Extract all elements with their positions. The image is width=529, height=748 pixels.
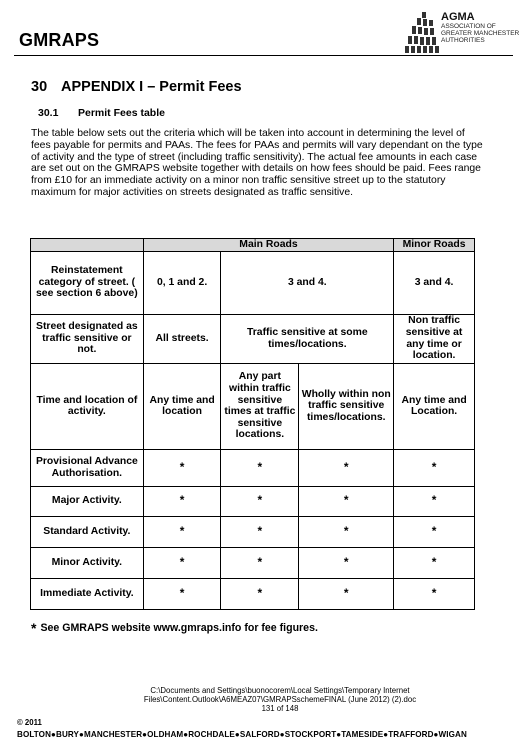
subsection-heading xyxy=(38,107,165,119)
designation-minor: Non traffic sensitive at any time or location. xyxy=(394,314,475,363)
copyright: © 2011 xyxy=(17,718,42,727)
designation-row xyxy=(31,314,475,363)
fee-marker: * xyxy=(221,547,299,578)
section-title: APPENDIX I – Permit Fees xyxy=(61,79,242,95)
subsection-title: Permit Fees table xyxy=(78,107,165,119)
section-number: 30 xyxy=(31,79,48,95)
logo-line-1: ASSOCIATION OF xyxy=(441,23,496,30)
reinstatement-main-a: 0, 1 and 2. xyxy=(143,251,221,314)
authorities-list: BOLTON●BURY●MANCHESTER●OLDHAM●ROCHDALE●SALFORD●STOCKPORT●TAMESIDE●TRAFFORD●WIGAN xyxy=(17,730,467,739)
fee-marker: * xyxy=(221,578,299,609)
table-row xyxy=(31,486,475,516)
file-path-footer xyxy=(100,686,460,714)
fee-marker: * xyxy=(143,547,221,578)
subsection-number: 30.1 xyxy=(38,107,59,119)
activity-label: Major Activity. xyxy=(31,486,144,516)
time-location-col-2: Any part within traffic sensitive times at traffic sensitive locations. xyxy=(221,363,299,449)
logo-line-3: AUTHORITIES xyxy=(441,37,485,45)
fee-marker: * xyxy=(299,449,394,486)
fee-marker: * xyxy=(394,578,475,609)
fee-marker: * xyxy=(394,486,475,516)
file-path-line-2: Files\Content.Outlook\A6MEAZ07\GMRAPSschemeFINAL (June 2012) (2).doc xyxy=(143,695,417,705)
logo-line-2: GREATER MANCHESTER xyxy=(441,30,520,38)
table-row xyxy=(31,516,475,547)
footnote xyxy=(31,620,318,636)
fee-marker: * xyxy=(143,486,221,516)
fee-marker: * xyxy=(221,486,299,516)
section-heading xyxy=(31,79,242,95)
table-row xyxy=(31,547,475,578)
time-location-col-3: Wholly within non traffic sensitive times/locations. xyxy=(299,363,394,449)
header-title: GMRAPS xyxy=(19,30,100,50)
agma-logo xyxy=(404,10,522,54)
reinstatement-minor: 3 and 4. xyxy=(394,251,475,314)
table-row xyxy=(31,449,475,486)
fee-marker: * xyxy=(299,486,394,516)
fee-marker: * xyxy=(143,578,221,609)
table-group-header-row xyxy=(31,239,475,252)
time-location-col-1: Any time and location xyxy=(143,363,221,449)
minor-roads-header: Minor Roads xyxy=(394,239,475,252)
fee-marker: * xyxy=(394,449,475,486)
activity-label: Immediate Activity. xyxy=(31,578,144,609)
fee-marker: * xyxy=(143,449,221,486)
logo-text xyxy=(441,11,519,45)
time-location-row xyxy=(31,363,475,449)
fee-marker: * xyxy=(299,578,394,609)
fee-marker: * xyxy=(394,516,475,547)
reinstatement-label: Reinstatement category of street. ( see section 6 above) xyxy=(31,251,144,314)
main-roads-header: Main Roads xyxy=(143,239,393,252)
logo-name: AGMA xyxy=(441,11,475,23)
permit-fees-table xyxy=(30,238,475,610)
designation-label: Street designated as traffic sensitive or not. xyxy=(31,314,144,363)
fee-marker: * xyxy=(143,516,221,547)
file-path-line-1: C:\Documents and Settings\buonocorem\Local Settings\Temporary Internet xyxy=(150,686,410,695)
header-divider xyxy=(14,55,513,56)
page-number: 131 of 148 xyxy=(261,704,299,714)
header-corner-cell xyxy=(31,239,144,252)
table-row xyxy=(31,578,475,609)
activity-label: Minor Activity. xyxy=(31,547,144,578)
reinstatement-main-b: 3 and 4. xyxy=(221,251,394,314)
designation-main-b: Traffic sensitive at some times/locations. xyxy=(221,314,394,363)
footnote-text: See GMRAPS website www.gmraps.info for fee figures. xyxy=(40,622,318,634)
activity-label: Standard Activity. xyxy=(31,516,144,547)
time-location-col-4: Any time and Location. xyxy=(394,363,475,449)
intro-paragraph: The table below sets out the criteria which will be taken into account in determining the level of fees payable for permits and PAAs. The fees for PAAs and permits will vary dependant on the type of activity and the type of street (including traffic sensitivity). The actual fee amounts in each case are set out on the GMRAPS website together with details on how fees should be paid. Fees range from £10 for an immediate activity on a minor non traffic sensitive street up to the statutory maximum for major activities on streets designated as traffic sensitive. xyxy=(31,128,483,198)
agma-logo-icon xyxy=(404,10,440,54)
activity-label: Provisional Advance Authorisation. xyxy=(31,449,144,486)
fee-marker: * xyxy=(221,449,299,486)
fee-marker: * xyxy=(299,516,394,547)
fee-marker: * xyxy=(221,516,299,547)
fee-marker: * xyxy=(394,547,475,578)
designation-main-a: All streets. xyxy=(143,314,221,363)
footnote-marker: * xyxy=(31,620,37,636)
reinstatement-row xyxy=(31,251,475,314)
time-location-label: Time and location of activity. xyxy=(31,363,144,449)
fee-marker: * xyxy=(299,547,394,578)
